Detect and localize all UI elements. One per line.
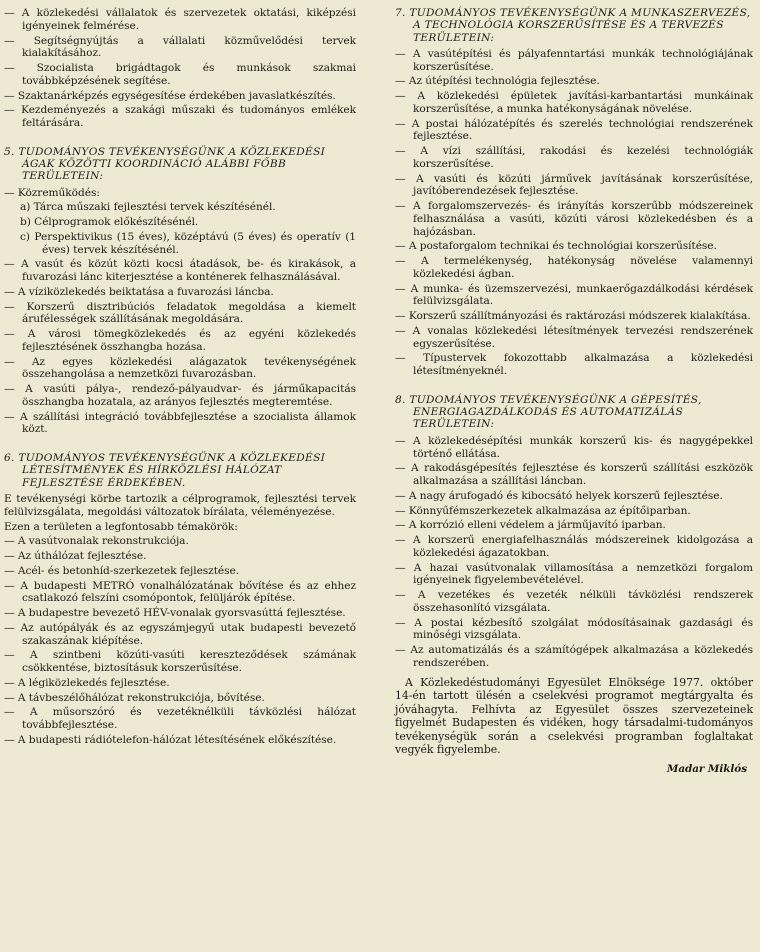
list-item: — Az úthálózat fejlesztése. bbox=[4, 550, 147, 563]
list-item: — Az automatizálás és a számítógépek alkalmazása a közlekedés rendszerében. bbox=[395, 644, 753, 669]
list-item: — A közlekedésépítési munkák korszerű kis- és nagygépekkel történő ellátása. bbox=[395, 434, 753, 460]
list-item: — Könnyűfémszerkezetek alkalmazása az építőiparban. bbox=[395, 504, 691, 517]
list-item: — Az útépítési technológia fejlesztése. bbox=[395, 75, 600, 88]
section-8 bbox=[395, 394, 753, 670]
list-item: — A korrózió elleni védelem a járműjavító iparban. bbox=[395, 519, 666, 532]
list-item: — A szállítási integráció továbbfejlesztése a szocialista államok közt. bbox=[4, 410, 356, 436]
section-heading: 6. TUDOMÁNYOS TEVÉKENYSÉGÜNK A KÖZLEKEDÉSI LÉTESÍTMÉNYEK ÉS HÍRKÖZLÉSI HÁLÓZAT FEJLESZTÉSE ÉRDEKÉBEN. bbox=[4, 452, 326, 489]
list-item: — Szocialista brigádtagok és munkások szakmai továbbképzésének segítése. bbox=[4, 62, 356, 87]
author-signature: Madar Miklós bbox=[666, 762, 747, 775]
list-item: — Acél- és betonhíd-szerkezetek fejlesztése. bbox=[4, 564, 240, 577]
list-item: — A szintbeni közúti-vasúti kereszteződések számának csökkentése, biztosításuk korszerűsítése. bbox=[4, 649, 356, 675]
list-item: — Közreműködés: bbox=[4, 186, 100, 199]
list-item: — A hazai vasútvonalak villamosítása a nemzetközi forgalom igényeinek figyelembevételével. bbox=[395, 561, 753, 587]
list-item: — A víziközlekedés beiktatása a fuvarozási láncba. bbox=[4, 285, 274, 298]
list-item: — A vasútépítési és pályafenntartási munkák technológiájának korszerűsítése. bbox=[395, 47, 753, 73]
paragraph: Ezen a területen a legfontosabb témakörök: bbox=[4, 520, 238, 533]
list-item: — A munka- és üzemszervezési, munkaerőgazdálkodási kérdések felülvizsgálata. bbox=[395, 282, 753, 308]
list-item: — A budapesti rádiótelefon-hálózat létesítésének előkészítése. bbox=[4, 733, 337, 746]
section-heading: 8. TUDOMÁNYOS TEVÉKENYSÉGÜNK A GÉPESÍTÉS, ENERGIAGAZDÁLKODÁS ÉS AUTOMATIZÁLÁS TERÜLETEIN: bbox=[395, 393, 702, 431]
list-item: — A budapestre bevezető HÉV-vonalak gyorsvasúttá fejlesztése. bbox=[4, 607, 346, 620]
sub-item: a) Tárca műszaki fejlesztési tervek készítésénél. bbox=[20, 201, 276, 214]
list-item: — A budapesti METRÓ vonalhálózatának bővítése és az ehhez csatlakozó felszíni csomópontok, felüljárók építése. bbox=[4, 579, 356, 605]
list-item: — A vasúti pálya-, rendező-pályaudvar- és járműkapacitás összhangba hozatala, az arányos fejlesztés megteremtése. bbox=[4, 383, 356, 408]
section-5 bbox=[4, 146, 356, 436]
list-item: — A termelékenység, hatékonyság növelése valamennyi közlekedési ágban. bbox=[395, 255, 753, 280]
closing-paragraph: A Közlekedéstudományi Egyesület Elnöksége 1977. október 14-én tartott ülésén a cselekvési programot megtárgyalta és jóváhagyta. Felhívta az Egyesület összes szervezeteinek figyelmét Budapesten és vidéken, hogy társadalmi-tudományos tevékenységük során a cselekvési programban foglaltakat vegyék figyelembe. bbox=[395, 675, 753, 757]
list-item: — A rakodásgépesítés fejlesztése és korszerű szállítási eszközök alkalmazása a szállítási láncban. bbox=[395, 462, 753, 488]
list-item: — A vasút és közút közti kocsi átadások, be- és kirakások, a fuvarozási lánc kiterjesztése a konténerek felhasználásával. bbox=[4, 258, 356, 284]
sub-item: b) Célprogramok előkészítésénél. bbox=[20, 216, 199, 229]
list-item: — Típustervek fokozottabb alkalmazása a közlekedési létesítményeknél. bbox=[395, 352, 753, 378]
list-item: — A közlekedési vállalatok és szervezetek oktatási, kiképzési igényeinek felmérése. bbox=[4, 7, 356, 32]
intro-list bbox=[4, 7, 356, 130]
list-item: — A vízi szállítási, rakodási és kezelési technológiák korszerűsítése. bbox=[395, 145, 753, 170]
list-item: — A műsorszóró és vezetéknélküli távközlési hálózat továbbfejlesztése. bbox=[4, 706, 356, 732]
list-item: — A távbeszélőhálózat rekonstrukciója, bővítése. bbox=[4, 691, 265, 704]
list-item: — A légiközlekedés fejlesztése. bbox=[4, 676, 170, 689]
list-item: — Korszerű szállítmányozási és raktározási módszerek kialakítása. bbox=[395, 310, 751, 323]
section-heading: 7. TUDOMÁNYOS TEVÉKENYSÉGÜNK A MUNKASZERVEZÉS, A TECHNOLÓGIA KORSZERŰSÍTÉSE ÉS A TERVEZÉS TERÜLETEIN: bbox=[395, 7, 751, 44]
paragraph: E tevékenységi körbe tartozik a célprogramok, fejlesztési tervek felülvizsgálata, megoldási változatok bírálata, véleményezése. bbox=[4, 493, 356, 518]
list-item: — A postai kézbesítő szolgálat módosításainak gazdasági és minőségi vizsgálata. bbox=[395, 616, 753, 642]
list-item: — A városi tömegközlekedés és az egyéni közlekedés fejlesztésének összhangba hozása. bbox=[4, 328, 356, 353]
list-item: — Kezdeményezés a szakági műszaki és tudományos emlékek feltárására. bbox=[4, 104, 356, 129]
list-item: — A korszerű energiafelhasználás módszereinek kidolgozása a közlekedési ágazatokban. bbox=[395, 534, 753, 559]
list-item: — Korszerű disztribúciós feladatok megoldása a kiemelt árufélességek szállításának megoldására. bbox=[4, 300, 356, 326]
list-item: — A vonalas közlekedési létesítmények tervezési rendszerének egyszerűsítése. bbox=[395, 324, 753, 350]
list-item: — A vezetékes és vezeték nélküli távközlési rendszerek összehasonlító vizsgálata. bbox=[395, 589, 753, 614]
list-item: — A postai hálózatépítés és szerelés technológiai rendszerének fejlesztése. bbox=[395, 117, 753, 143]
list-item: — Az autópályák és az egyszámjegyű utak budapesti bevezető szakaszának kiépítése. bbox=[4, 621, 356, 647]
list-item: — A vasúti és közúti járművek javításának korszerűsítése, javítóberendezések fejlesztése. bbox=[395, 172, 753, 198]
list-item: — Segítségnyújtás a vállalati közművelődési tervek kialakításához. bbox=[4, 34, 356, 60]
section-6 bbox=[4, 452, 356, 746]
list-item: — A közlekedési épületek javítási-karbantartási munkáinak korszerűsítése, a munka hatékonyságának növelése. bbox=[395, 90, 753, 115]
left-column bbox=[4, 7, 356, 749]
list-item: — A nagy árufogadó és kibocsátó helyek korszerű fejlesztése. bbox=[395, 489, 723, 502]
list-item: — A vasútvonalak rekonstrukciója. bbox=[4, 535, 189, 548]
list-item: — A forgalomszervezés- és irányítás korszerűbb módszereinek felhasználása a vasúti, közúti városi közlekedésben és a hajózásban. bbox=[395, 200, 753, 238]
list-item: — Az egyes közlekedési alágazatok tevékenységének összehangolása a nemzetközi fuvarozásban. bbox=[4, 355, 356, 381]
list-item: — Szaktanárképzés egységesítése érdekében javaslatkészítés. bbox=[4, 89, 336, 102]
right-column bbox=[395, 7, 753, 775]
section-7 bbox=[395, 7, 753, 378]
sub-item: c) Perspektivikus (15 éves), középtávú (5 éves) és operatív (1 éves) tervek készítésénél. bbox=[20, 230, 356, 256]
list-item: — A postaforgalom technikai és technológiai korszerűsítése. bbox=[395, 240, 717, 253]
section-heading: 5. TUDOMÁNYOS TEVÉKENYSÉGÜNK A KÖZLEKEDÉSI ÁGAK KÖZÖTTI KOORDINÁCIÓ ALÁBBI FŐBB TERÜLETEIN: bbox=[4, 145, 326, 183]
